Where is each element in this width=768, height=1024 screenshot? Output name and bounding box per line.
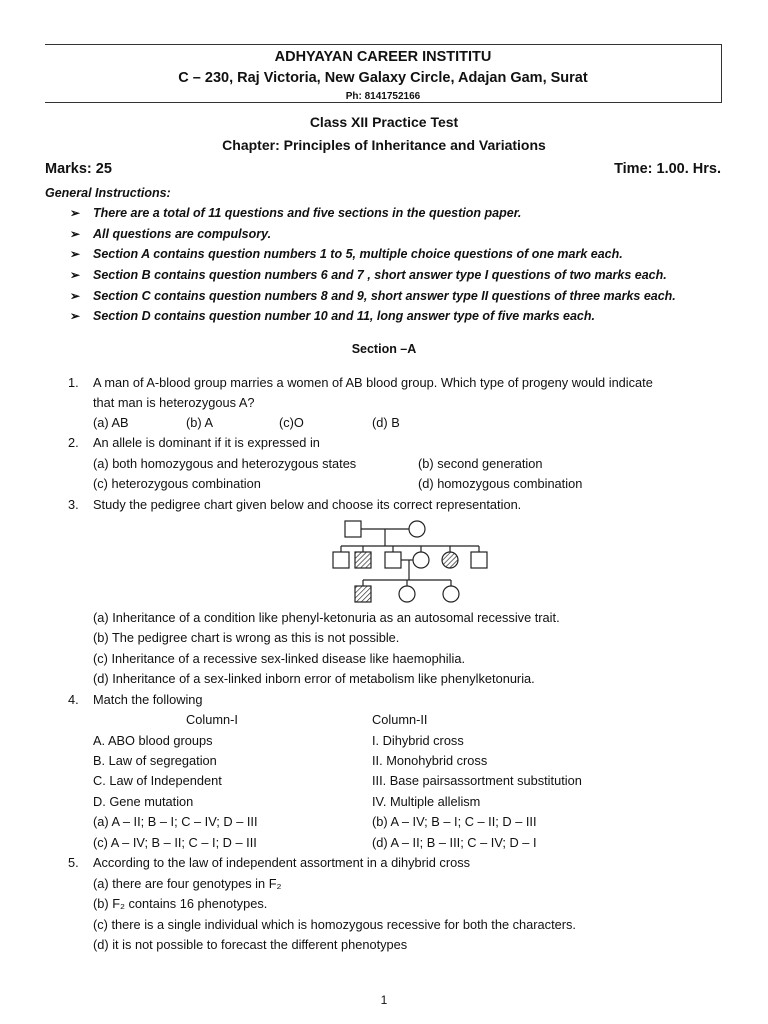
- q4-option-c: (c) A – IV; B – II; C – I; D – III: [93, 835, 257, 850]
- q3-option-c: (c) Inheritance of a recessive sex-linked disease like haemophilia.: [93, 651, 466, 666]
- q5-option-d: (d) it is not possible to forecast the different phenotypes: [93, 937, 408, 952]
- arrow-bullet-icon: ➢: [70, 206, 81, 220]
- q3-number: 3.: [68, 497, 79, 512]
- q5-option-a: (a) there are four genotypes in F₂: [93, 876, 282, 891]
- q3-option-b: (b) The pedigree chart is wrong as this is not possible.: [93, 630, 400, 645]
- q4-left-item: D. Gene mutation: [93, 794, 194, 809]
- q4-left-item: B. Law of segregation: [93, 753, 217, 768]
- test-title: Class XII Practice Test: [309, 114, 459, 130]
- q1-option-b: (b) A: [186, 415, 214, 430]
- instruction-item: ➢ All questions are compulsory.: [70, 227, 272, 241]
- arrow-bullet-icon: ➢: [70, 268, 81, 282]
- instruction-item: ➢ Section C contains question numbers 8 and 9, short answer type II questions of three marks each.: [70, 289, 676, 303]
- q1-number: 1.: [68, 375, 79, 390]
- q1-option-c: (c)O: [279, 415, 304, 430]
- q4-option-a: (a) A – II; B – I; C – IV; D – III: [93, 814, 258, 829]
- q4-column2-header: Column-II: [372, 712, 428, 727]
- pedigree-female-parent: [409, 521, 425, 537]
- q4-number: 4.: [68, 692, 79, 707]
- q4-right-item: II. Monohybrid cross: [372, 753, 488, 768]
- institute-phone: Ph: 8141752166: [345, 91, 421, 102]
- pedigree-female-affected: [442, 552, 458, 568]
- arrow-bullet-icon: ➢: [70, 309, 81, 323]
- q2-number: 2.: [68, 435, 79, 450]
- instruction-item: ➢ Section B contains question numbers 6 and 7 , short answer type I questions of two marks each.: [70, 268, 667, 282]
- q4-right-item: IV. Multiple allelism: [372, 794, 481, 809]
- institute-address: C – 230, Raj Victoria, New Galaxy Circle, Adajan Gam, Surat: [178, 70, 588, 86]
- section-a-heading: Section –A: [351, 342, 417, 356]
- q4-option-b: (b) A – IV; B – I; C – II; D – III: [372, 814, 537, 829]
- q4-column1-header: Column-I: [186, 712, 238, 727]
- pedigree-male-affected: [355, 586, 371, 602]
- q5-option-c: (c) there is a single individual which is homozygous recessive for both the characters.: [93, 917, 576, 932]
- q4-right-item: I. Dihybrid cross: [372, 733, 464, 748]
- arrow-bullet-icon: ➢: [70, 227, 81, 241]
- q4-left-item: C. Law of Independent: [93, 773, 222, 788]
- pedigree-chart: [320, 514, 500, 606]
- chapter-title: Chapter: Principles of Inheritance and Variations: [222, 137, 546, 153]
- instructions-heading: General Instructions:: [45, 186, 171, 200]
- pedigree-male-unaffected: [471, 552, 487, 568]
- instruction-item: ➢ Section A contains question numbers 1 to 5, multiple choice questions of one mark each.: [70, 247, 623, 261]
- pedigree-female-unaffected: [413, 552, 429, 568]
- pedigree-male-unaffected: [333, 552, 349, 568]
- institute-name: ADHYAYAN CAREER INSTITITU: [274, 49, 492, 65]
- q1-option-d: (d) B: [372, 415, 400, 430]
- q1-text-line2: that man is heterozygous A?: [93, 395, 255, 410]
- instruction-item: ➢ There are a total of 11 questions and five sections in the question paper.: [70, 206, 522, 220]
- pedigree-male-affected: [355, 552, 371, 568]
- q2-option-c: (c) heterozygous combination: [93, 476, 261, 491]
- q4-right-item: III. Base pairsassortment substitution: [372, 773, 582, 788]
- q3-option-d: (d) Inheritance of a sex-linked inborn error of metabolism like phenylketonuria.: [93, 671, 535, 686]
- q3-text: Study the pedigree chart given below and choose its correct representation.: [93, 497, 522, 512]
- q5-number: 5.: [68, 855, 79, 870]
- q2-option-b: (b) second generation: [418, 456, 543, 471]
- q1-option-a: (a) AB: [93, 415, 129, 430]
- page-number: 1: [380, 993, 388, 1007]
- q2-option-d: (d) homozygous combination: [418, 476, 583, 491]
- q3-option-a: (a) Inheritance of a condition like phenyl-ketonuria as an autosomal recessive trait.: [93, 610, 560, 625]
- q4-option-d: (d) A – II; B – III; C – IV; D – I: [372, 835, 537, 850]
- q5-option-b: (b) F₂ contains 16 phenotypes.: [93, 896, 268, 911]
- q2-text: An allele is dominant if it is expressed in: [93, 435, 320, 450]
- instruction-item: ➢ Section D contains question number 10 and 11, long answer type of five marks each.: [70, 309, 595, 323]
- marks-label: Marks: 25: [45, 161, 112, 177]
- time-label: Time: 1.00. Hrs.: [614, 161, 721, 177]
- q5-text: According to the law of independent assortment in a dihybrid cross: [93, 855, 471, 870]
- pedigree-female-unaffected: [443, 586, 459, 602]
- q1-text-line1: A man of A-blood group marries a women of AB blood group. Which type of progeny would indicate: [93, 375, 653, 390]
- pedigree-female-unaffected: [399, 586, 415, 602]
- pedigree-male-parent: [345, 521, 361, 537]
- q2-option-a: (a) both homozygous and heterozygous states: [93, 456, 357, 471]
- arrow-bullet-icon: ➢: [70, 289, 81, 303]
- q4-left-item: A. ABO blood groups: [93, 733, 213, 748]
- q4-text: Match the following: [93, 692, 203, 707]
- pedigree-male-unaffected: [385, 552, 401, 568]
- arrow-bullet-icon: ➢: [70, 247, 81, 261]
